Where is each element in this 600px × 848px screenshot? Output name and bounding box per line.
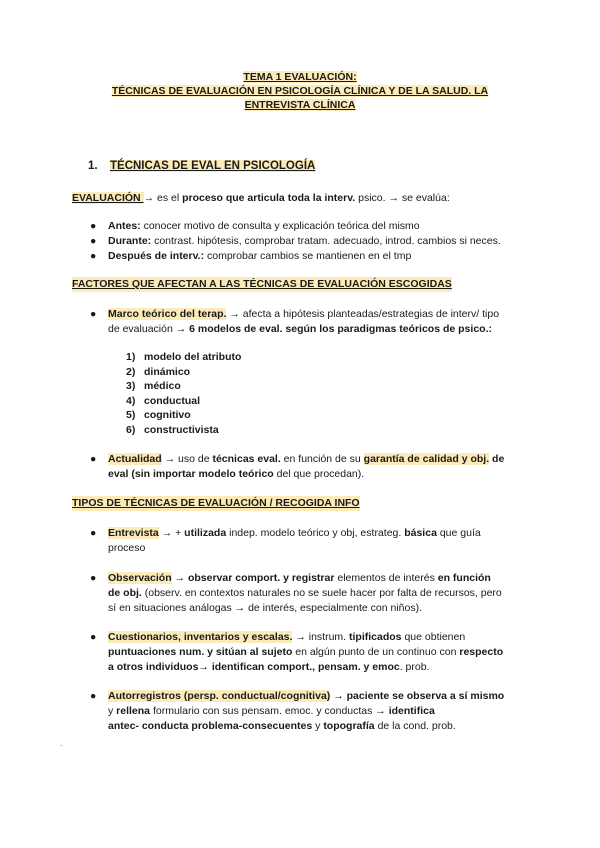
entrevista-label: Entrevista xyxy=(108,527,159,539)
evaluacion-bold: proceso que articula toda la interv. xyxy=(182,192,356,204)
cuestionarios-a: → instrum. xyxy=(292,631,350,643)
marco-text-2b: 6 modelos de eval. según los paradigmas teóricos de psico.: xyxy=(189,323,492,335)
model-number: 4) xyxy=(126,394,136,407)
item-text: conocer motivo de consulta y explicación teórica del mismo xyxy=(140,220,420,232)
marco-line-2 xyxy=(108,322,492,337)
factores-heading: FACTORES QUE AFECTAN A LAS TÉCNICAS DE EVALUACIÓN ESCOGIDAS xyxy=(72,278,452,290)
cuestionarios-label: Cuestionarios, inventarios y escalas. xyxy=(108,631,293,643)
observacion-a: → xyxy=(171,572,188,584)
list-item-despues xyxy=(108,249,411,264)
model-label: conductual xyxy=(144,394,201,407)
title-line-3: ENTREVISTA CLÍNICA xyxy=(244,99,356,111)
bullet-dot: ● xyxy=(90,250,97,262)
item-text: contrast. hipótesis, comprobar tratam. adecuado, introd. cambios si neces. xyxy=(151,235,501,247)
entrevista-d: básica xyxy=(404,527,437,539)
footer-mark: . xyxy=(60,738,63,748)
autorregistros-j: de la cond. prob. xyxy=(374,720,456,732)
observacion-f: (observ. en contextos naturales no se suele hacer por falta de recursos, pero xyxy=(141,587,502,599)
evaluacion-label: EVALUACIÓN xyxy=(72,192,144,204)
cuestionarios-c: que obtienen xyxy=(401,631,466,643)
observacion-line-2 xyxy=(108,586,502,601)
tipos-heading: TIPOS DE TÉCNICAS DE EVALUACIÓN / RECOGIDA INFO xyxy=(72,497,360,509)
observacion-line-1 xyxy=(108,571,491,586)
cuestionarios-line-3 xyxy=(108,660,430,675)
actualidad-label: Actualidad xyxy=(108,453,162,465)
model-number: 1) xyxy=(126,351,136,363)
model-label: modelo del atributo xyxy=(144,351,242,363)
actualidad-text-e: de xyxy=(489,453,505,465)
section-heading-1 xyxy=(88,158,315,174)
item-label: Después de interv.: xyxy=(108,250,205,262)
cuestionarios-line-2 xyxy=(108,645,503,660)
cuestionarios-e: en algún punto de un continuo con xyxy=(292,646,460,658)
model-list-item xyxy=(126,379,241,394)
bullet-dot: ● xyxy=(90,453,97,465)
item-label: Antes: xyxy=(108,220,141,232)
observacion-d: en función xyxy=(437,572,491,584)
entrevista-line-1 xyxy=(108,526,481,541)
evaluacion-text-b: psico. → se evalúa: xyxy=(355,192,450,204)
list-item-durante xyxy=(108,234,501,249)
entrevista-line-2: proceso xyxy=(108,542,146,554)
model-list-item xyxy=(126,423,241,438)
item-text: comprobar cambios se mantienen en el tmp xyxy=(204,250,412,262)
entrevista-e: que guía xyxy=(436,527,481,539)
item-label: Durante: xyxy=(108,235,152,247)
model-label: cognitivo xyxy=(144,409,191,422)
model-list-item xyxy=(126,408,241,423)
bullet-dot: ● xyxy=(90,235,97,247)
marco-line-1 xyxy=(108,307,499,322)
autorregistros-a: → xyxy=(330,690,347,702)
autorregistros-h: y xyxy=(312,720,324,732)
observacion-line-3: sí en situaciones análogas → de interés, especialmente con niños). xyxy=(108,602,423,614)
entrevista-b: utilizada xyxy=(184,527,227,539)
model-label: dinámico xyxy=(144,365,191,378)
autorregistros-line-1 xyxy=(108,689,504,704)
actualidad-bold-b: técnicas eval. xyxy=(212,453,281,465)
autorregistros-c: y xyxy=(108,705,117,717)
cuestionarios-line-1 xyxy=(108,630,465,645)
list-item-antes xyxy=(108,219,420,234)
autorregistros-i: topografía xyxy=(323,720,375,732)
autorregistros-d: rellena xyxy=(116,705,151,717)
autorregistros-f: identifica xyxy=(388,705,435,717)
model-list-item xyxy=(126,350,241,365)
cuestionarios-g: a otros individuos→ identifican comport., pensam. y emoc xyxy=(108,661,400,673)
observacion-label: Observación xyxy=(108,572,172,584)
section-title: TÉCNICAS DE EVAL EN PSICOLOGÍA xyxy=(110,160,316,172)
entrevista-c: indep. modelo teórico y obj, estrateg. xyxy=(226,527,405,539)
marco-text: → afecta a hipótesis planteadas/estrategias de interv/ tipo xyxy=(226,308,500,320)
model-number: 5) xyxy=(126,409,136,422)
bullet-dot: ● xyxy=(90,690,97,702)
bullet-dot: ● xyxy=(90,572,97,584)
bullet-dot: ● xyxy=(90,308,97,320)
actualidad-line-1 xyxy=(108,452,504,467)
section-number: 1. xyxy=(88,160,98,172)
observacion-b: observar comport. y registrar xyxy=(187,572,335,584)
autorregistros-line-3 xyxy=(108,719,456,734)
entrevista-a: → + xyxy=(158,527,185,539)
title-line-1: TEMA 1 EVALUACIÓN: xyxy=(243,71,357,83)
model-number: 3) xyxy=(126,380,136,393)
model-label: constructivista xyxy=(144,423,219,436)
bullet-dot: ● xyxy=(90,631,97,643)
model-number: 6) xyxy=(126,423,136,436)
cuestionarios-f: respecto xyxy=(459,646,504,658)
autorregistros-g: antec- conducta problema-consecuentes xyxy=(108,720,313,732)
actualidad-line-2 xyxy=(108,467,364,482)
evaluacion-text-a: → es el xyxy=(143,192,183,204)
observacion-e: de obj. xyxy=(108,587,142,599)
cuestionarios-d: puntuaciones num. y sitúan al sujeto xyxy=(108,646,293,658)
actualidad-text-c: en función de su xyxy=(280,453,364,465)
marco-label: Marco teórico del terap. xyxy=(108,308,227,320)
autorregistros-e: formulario con sus pensam. emoc. y conductas → xyxy=(150,705,389,717)
evaluacion-paragraph xyxy=(72,191,450,206)
autorregistros-b: paciente se observa a sí mismo xyxy=(346,690,505,702)
observacion-c: elementos de interés xyxy=(334,572,438,584)
bullet-dot: ● xyxy=(90,220,97,232)
bullet-dot: ● xyxy=(90,527,97,539)
autorregistros-line-2 xyxy=(108,704,435,719)
actualidad-text-g: del que procedan). xyxy=(273,468,365,480)
model-number: 2) xyxy=(126,365,136,378)
autorregistros-label: Autorregistros (persp. conductual/cognitiva) xyxy=(108,690,331,702)
actualidad-bold-d: garantía de calidad y obj. xyxy=(363,453,490,465)
document-title xyxy=(60,70,540,112)
title-line-2: TÉCNICAS DE EVALUACIÓN EN PSICOLOGÍA CLÍNICA Y DE LA SALUD. LA xyxy=(111,85,489,97)
models-list xyxy=(126,350,241,438)
cuestionarios-b: tipificados xyxy=(349,631,402,643)
marco-text-2a: de evaluación → xyxy=(108,323,190,335)
actualidad-bold-f: eval (sin importar modelo teórico xyxy=(108,468,274,480)
actualidad-text-a: → uso de xyxy=(161,453,213,465)
model-list-item xyxy=(126,394,241,409)
model-label: médico xyxy=(144,380,181,393)
cuestionarios-h: . prob. xyxy=(399,661,430,673)
model-list-item xyxy=(126,365,241,380)
